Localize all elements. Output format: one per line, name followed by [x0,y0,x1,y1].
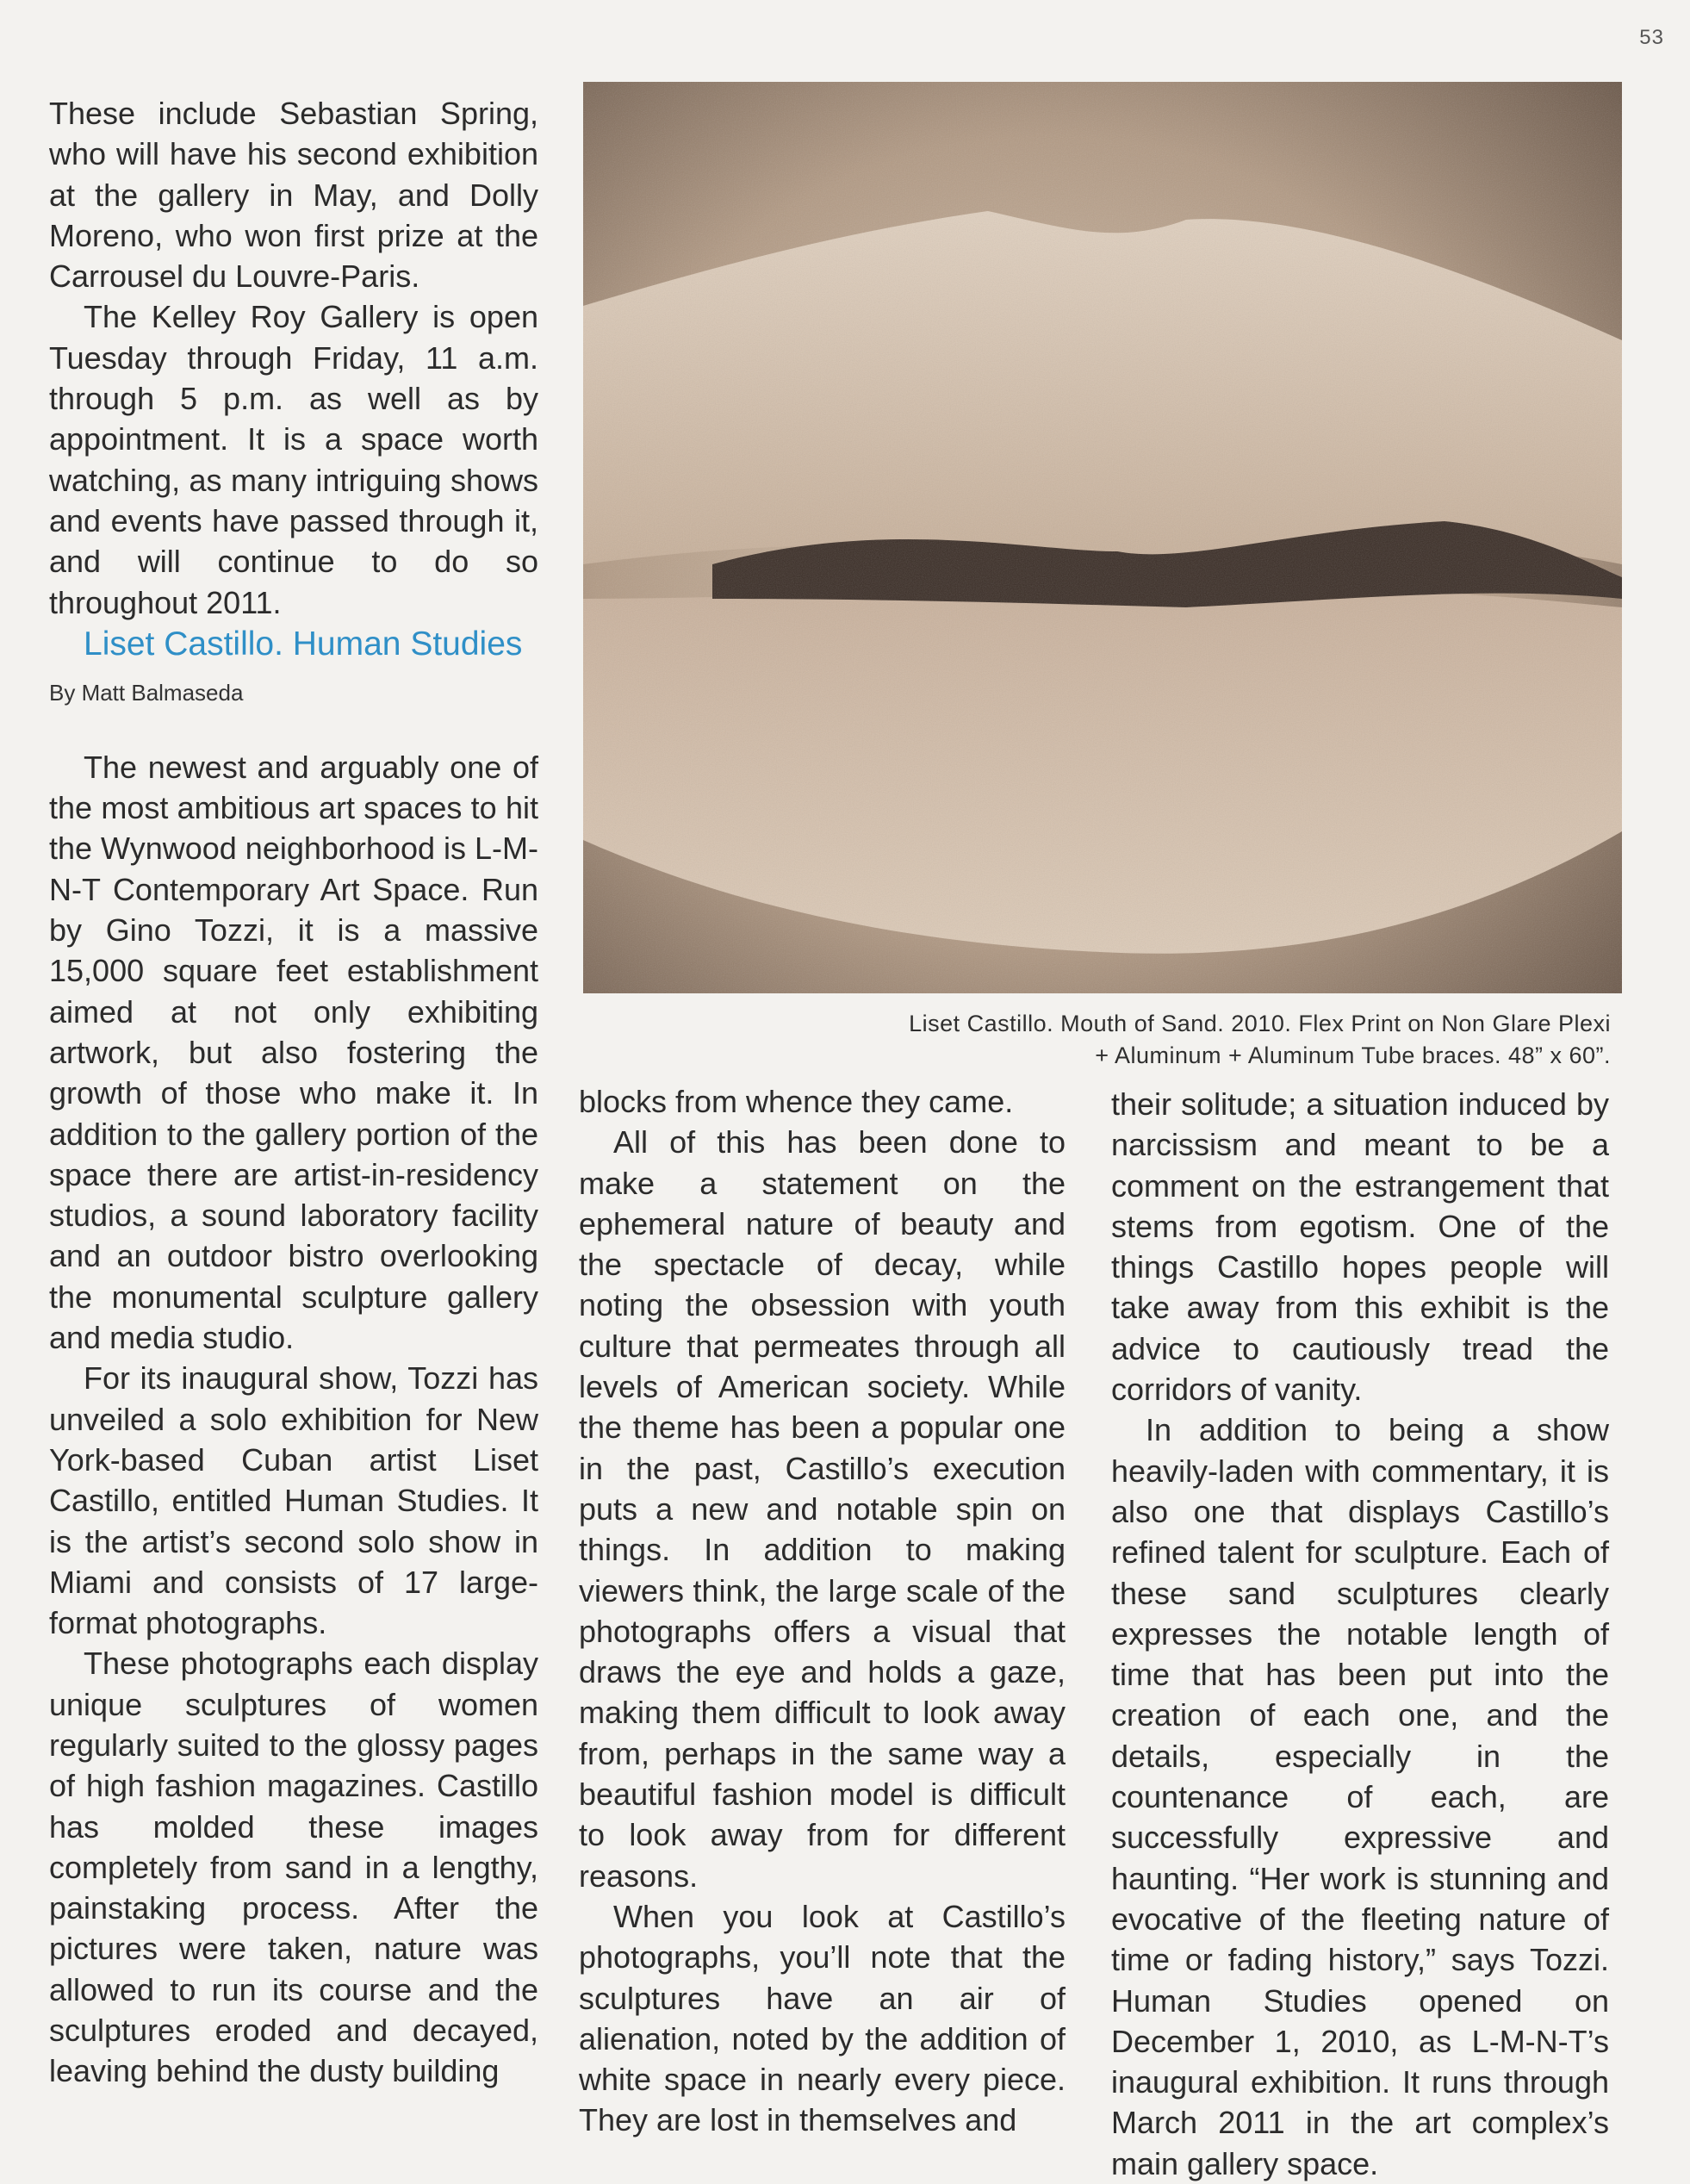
article-title: Liset Castillo. Human Studies [84,625,523,663]
column-2 [579,1081,1066,2141]
paragraph-1: The newest and arguably one of the most ambitious art spaces to hit the Wynwood neighborhood is L-M-N-T Contemporary Art Space. Run by Gino Tozzi, it is a massive 15,000 square feet establishment aimed at not only exhibiting artwork, but also fostering the growth of those who make it. In addition to the gallery portion of the space there are artist-in-residency studios, a sound laboratory facility and an outdoor bistro overlooking the monumental sculpture gallery and media studio. [49,749,538,1356]
column-3 [1111,1084,1609,2184]
paragraph-continued: blocks from whence they came. [579,1084,1014,1119]
caption-line-2: + Aluminum + Aluminum Tube braces. 48” x 60”. [1095,1042,1611,1068]
paragraph-5: When you look at Castillo’s photographs, you’ll note that the sculptures have an air of alienation, noted by the addition of white space in nearly every piece. They are lost in themselves and [579,1898,1066,2138]
photo-caption [663,1008,1611,1072]
paragraph-previous-article-1: These include Sebastian Spring, who will have his second exhibition at the gallery in May, and Dolly Moreno, who won first prize at the Carrousel du Louvre-Paris. [49,96,538,295]
paragraph-continued-2: their solitude; a situation induced by narcissism and meant to be a comment on the estrangement that stems from egotism. One of the things Castillo hopes people will take away from this exhibit is the advice to cautiously tread the corridors of vanity. [1111,1086,1609,1408]
column-1 [49,93,538,2092]
paragraph-previous-article-2: The Kelley Roy Gallery is open Tuesday through Friday, 11 a.m. through 5 p.m. as well as by appointment. It is a space worth watching, as many intriguing shows and events have passed through it, and will continue to do so throughout 2011. [49,299,538,620]
mouth-of-sand-image [583,82,1622,993]
caption-line-1: Liset Castillo. Mouth of Sand. 2010. Flex Print on Non Glare Plexi [909,1011,1611,1036]
paragraph-3: These photographs each display unique sculptures of women regularly suited to the glossy pages of high fashion magazines. Castillo has molded these images completely from sand in a lengthy, painstaking process. After the pictures were taken, nature was allowed to run its course and the sculptures eroded and decayed, leaving behind the dusty building [49,1646,538,2089]
article-byline: By Matt Balmaseda [49,679,244,706]
artwork-photo-mouth-of-sand [583,82,1622,993]
paragraph-6: In addition to being a show heavily-laden with commentary, it is also one that displays Castillo’s refined talent for sculpture. Each of these sand sculptures clearly expresses the notable length of time that has been put into the creation of each one, and the details, especially in the countenance of each, are successfully expressive and haunting. “Her work is stunning and evocative of the fleeting nature of time or fading history,” says Tozzi. Human Studies opened on December 1, 2010, as L-M-N-T’s inaugural exhibition. It runs through March 2011 in the art complex’s main gallery space. [1111,1412,1609,2181]
paragraph-2: For its inaugural show, Tozzi has unveiled a solo exhibition for New York-based Cuban artist Liset Castillo, entitled Human Studies. It is the artist’s second solo show in Miami and consists of 17 large-format photographs. [49,1360,538,1641]
page-number: 53 [1639,26,1664,49]
paragraph-4: All of this has been done to make a statement on the ephemeral nature of beauty and the spectacle of decay, while noting the obsession with youth culture that permeates through all levels of American society. While the theme has been a popular one in the past, Castillo’s execution puts a new and notable spin on things. In addition to making viewers think, the large scale of the photographs offers a visual that draws the eye and holds a gaze, making them difficult to look away from, perhaps in the same way a beautiful fashion model is difficult to look away from for different reasons. [579,1124,1066,1894]
